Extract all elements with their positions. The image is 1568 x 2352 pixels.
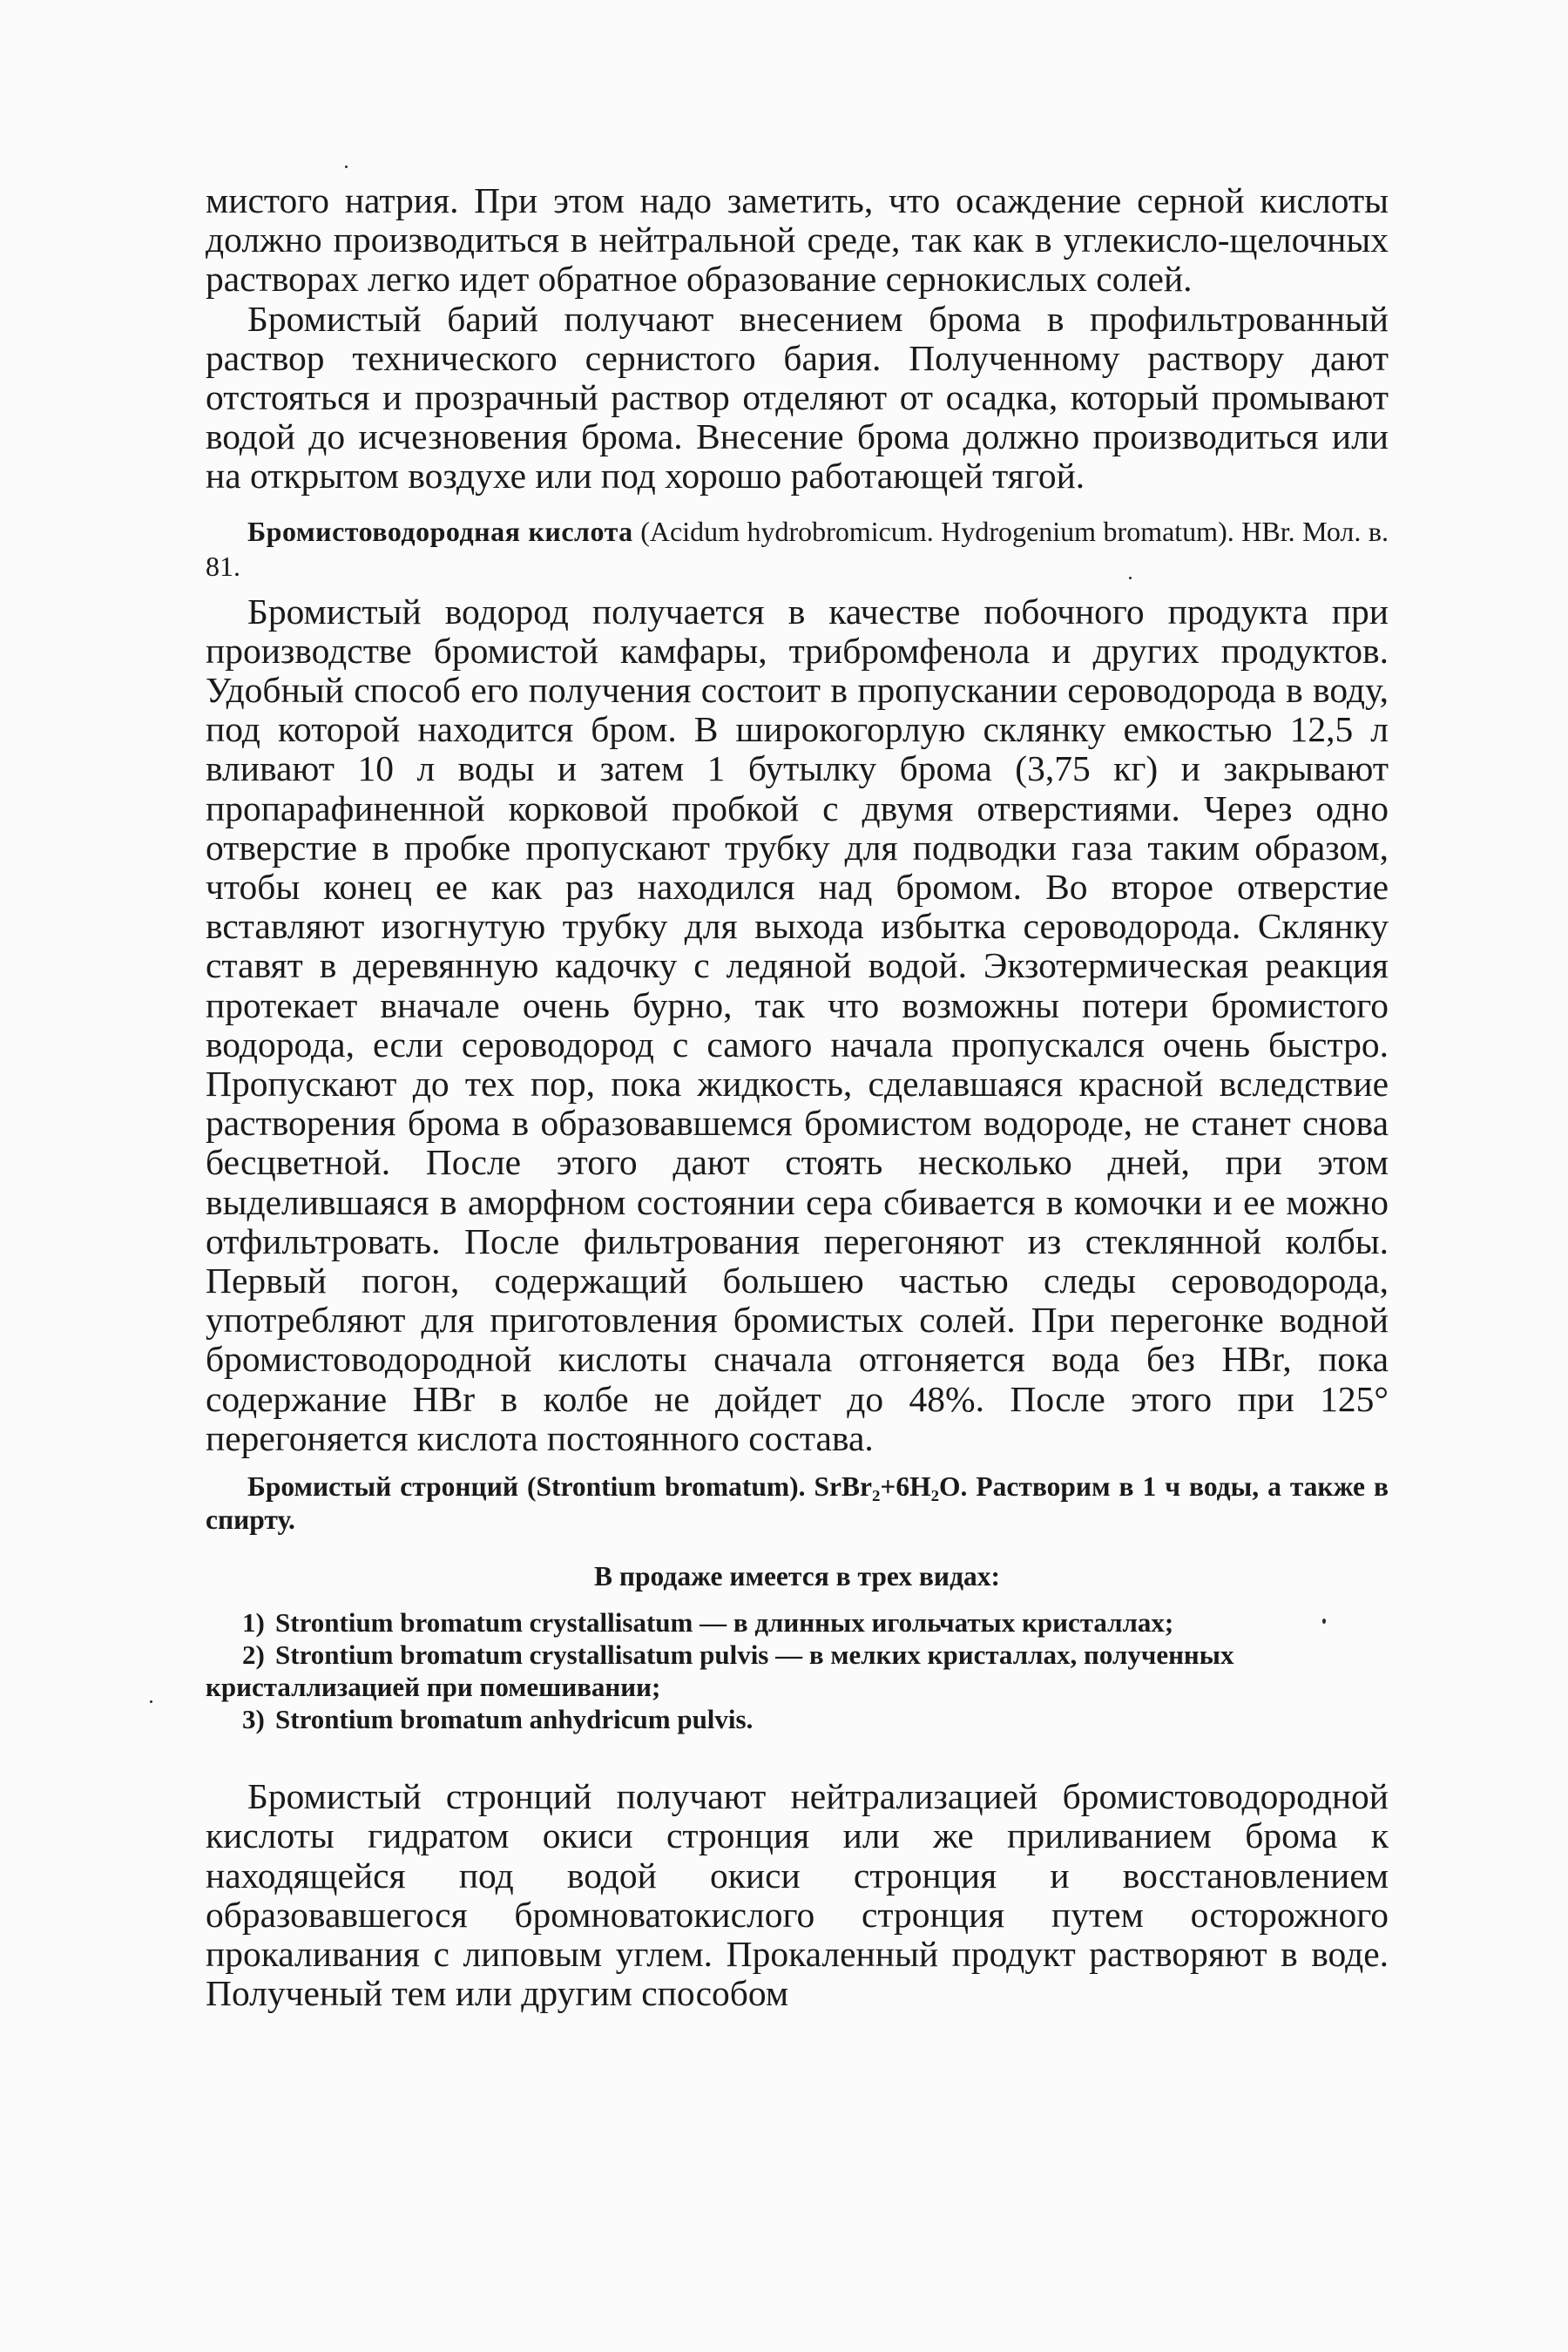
paragraph-hydrogen-bromide-preparation: Бромистый водород получается в качестве побочного продукта при производстве бромистой камфары, трибромфенола и других продуктов. Удобный способ его получения состоит в пропускании сероводорода в воду, под которой находится бром. В широкогорлую склянку емкостью 12,5 л вливают 10 л воды и затем 1 бутылку брома (3,75 кг) и закрывают пропарафиненной корковой пробкой с двумя отверстиями. Через одно отверстие в пробке пропускают трубку для подводки газа таким образом, чтобы конец ее как раз находился над бромом. Во второе отверстие вставляют изогнутую трубку для выхода избытка сероводорода. Склянку ставят в деревянную кадочку с ледяной водой. Экзотермическая реакция протекает вначале очень бурно, так что возможны потери бромистого водорода, если сероводород с самого начала пропускался очень быстро. Пропускают до тех пор, пока жидкость, сделавшаяся красной вследствие растворения брома в образовавшемся бромистом водороде, не станет снова бесцветной. После этого дают стоять несколько дней, при этом выделившаяся в аморфном состоянии сера сбивается в комочки и ее можно отфильтровать. После фильтрования перегоняют из стеклянной колбы. Первый погон, содержащий большею частью следы сероводорода, употребляют для приготовления бромистых солей. При перегонке водной бромистоводородной кислоты сначала отгоняется вода без HBr, пока содержание HBr в колбе не дойдет до 48%. После этого при 125° перегоняется кислота постоянного состава. xyxy=(206,591,1389,1458)
subheading-sale-forms: В продаже имеется в трех видах: xyxy=(593,1561,1000,1592)
scan-speck xyxy=(1322,1619,1326,1624)
document-page xyxy=(206,181,1389,2013)
heading-latin-formula: (Acidum hydrobromicum. Hydrogenium bromatum). HBr. Мол. в. 81. xyxy=(206,515,1389,582)
list-sale-forms xyxy=(206,1606,1389,1735)
list-item xyxy=(206,1606,1389,1639)
scan-speck xyxy=(150,1700,152,1703)
list-item-number: 2) xyxy=(242,1639,265,1671)
paragraph-strontium-preparation: Бромистый стронций получают нейтрализацией бромистоводородной кислоты гидратом окиси стронция или же приливанием брома к находящейся под водой окиси стронция и восстановлением образовавшегося бромноватокислого стронция путем осторожного прокаливания с липовым углем. Прокаленный продукт растворяют в воде. Полученый тем или другим способом xyxy=(206,1776,1389,2014)
scan-speck xyxy=(1129,577,1132,579)
heading-hydrobromic-acid xyxy=(206,514,1389,584)
scan-speck xyxy=(345,166,348,168)
paragraph-sodium-continuation: мистого натрия. При этом надо заметить, что осаждение серной кислоты должно производиться в нейтральной среде, так как в углекисло-щелочных растворах легко идет обратное образование сернокислых солей. xyxy=(206,180,1389,300)
heading-strontium-bromide: Бромистый стронций (Strontium bromatum). SrBr₂+6H₂O. Растворим в 1 ч воды, а также в спирту. xyxy=(206,1471,1389,1536)
heading-term: Бромистоводородная кислота xyxy=(247,515,633,547)
list-item xyxy=(206,1703,1389,1735)
list-item-text: Strontium bromatum anhydricum pulvis. xyxy=(275,1704,754,1735)
list-item-text: Strontium bromatum crystallisatum — в длинных игольчатых кристаллах; xyxy=(275,1607,1174,1639)
list-item-text: Strontium bromatum crystallisatum pulvis — в мелких кристаллах, полученных кристаллизацией при помешивании; xyxy=(206,1639,1234,1703)
list-item-number: 1) xyxy=(242,1607,265,1639)
paragraph-barium-bromide: Бромистый барий получают внесением брома в профильтрованный раствор технического сернистого бария. Полученному раствору дают отстояться и прозрачный раствор отделяют от осадка, который промывают водой до исчезновения брома. Внесение брома должно производиться или на открытом воздухе или под хорошо работающей тягой. xyxy=(206,298,1389,497)
list-item xyxy=(206,1639,1389,1703)
list-item-number: 3) xyxy=(242,1704,265,1735)
